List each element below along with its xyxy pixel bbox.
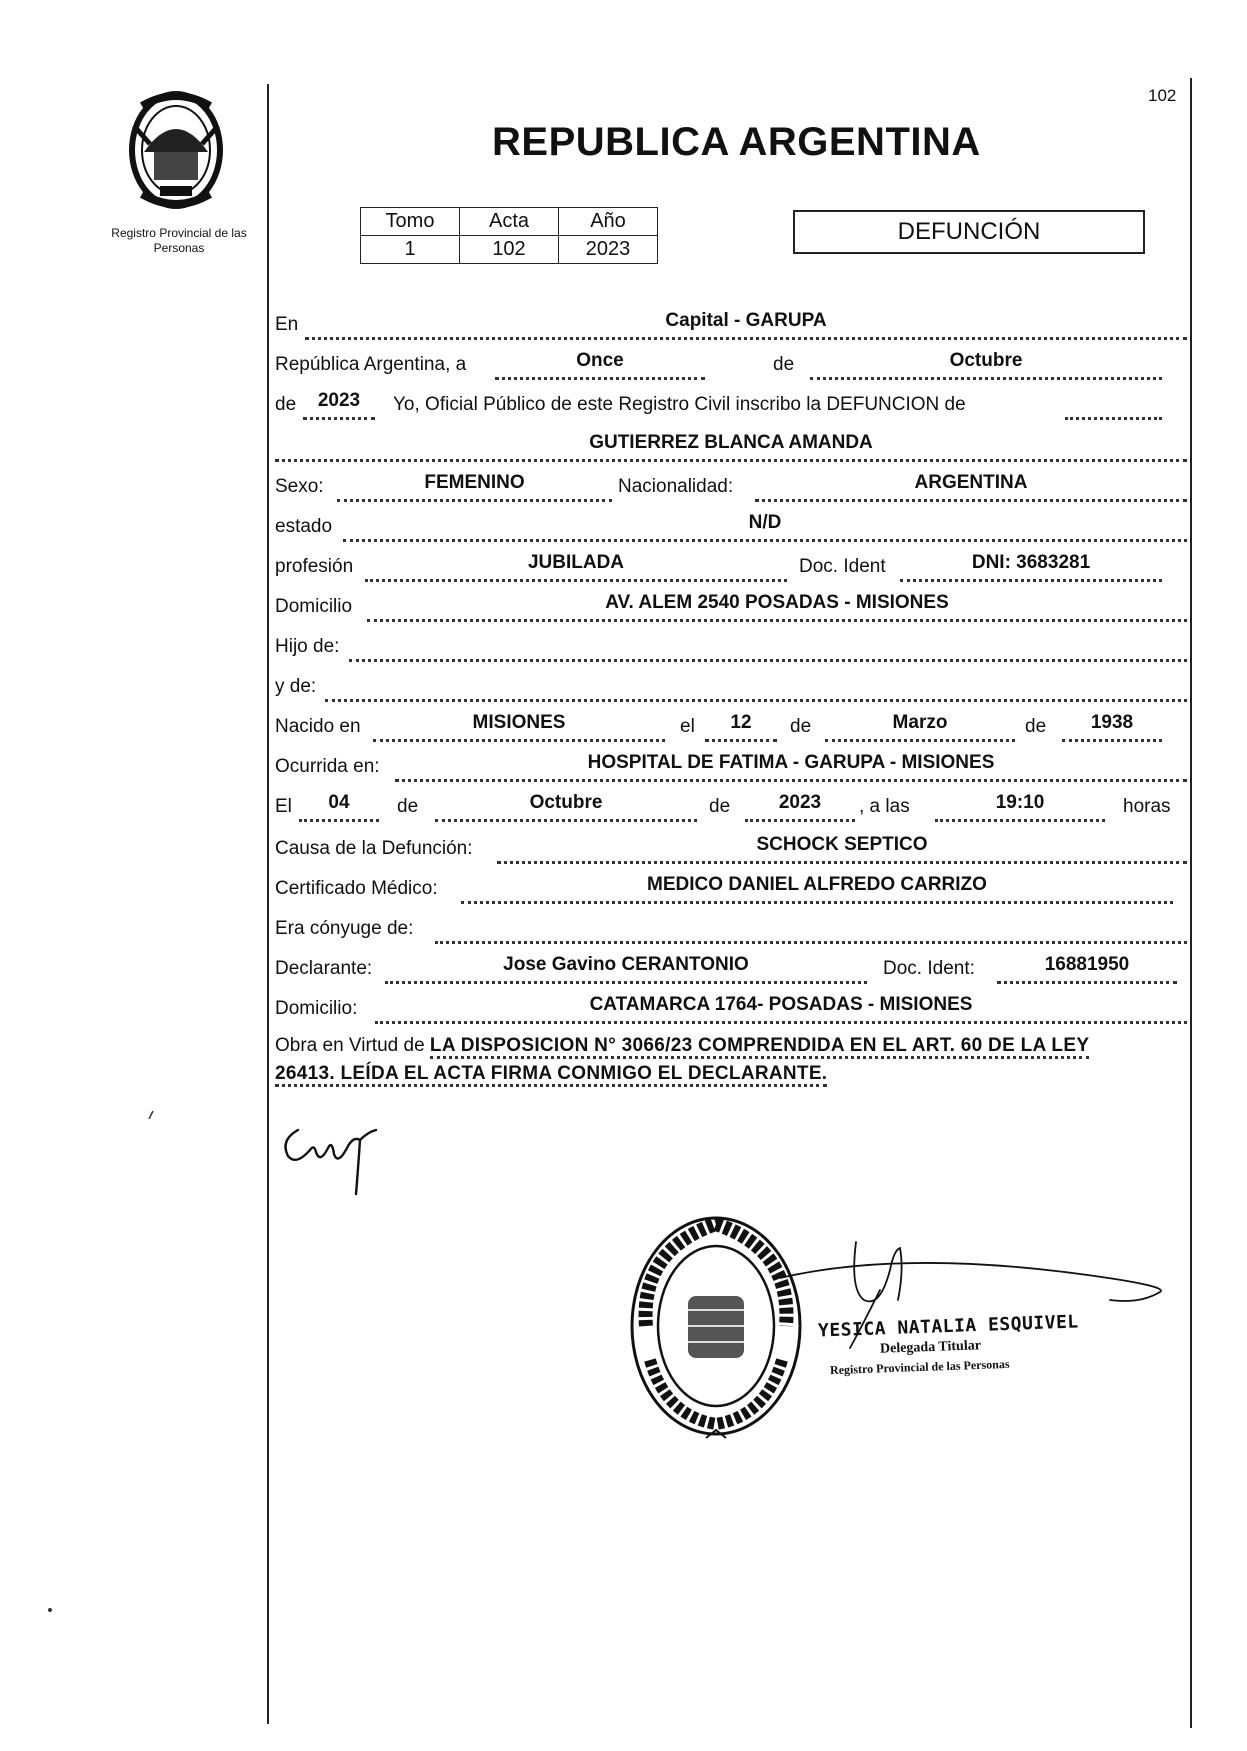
field-ocurrida-en: HOSPITAL DE FATIMA - GARUPA - MISIONES xyxy=(395,753,1187,782)
right-margin-line xyxy=(1190,78,1192,1728)
label-y-de: y de: xyxy=(275,676,317,697)
header-tomo: Tomo xyxy=(361,208,460,236)
field-nac-dia: 12 xyxy=(705,713,777,742)
field-causa: SCHOCK SEPTICO xyxy=(497,835,1187,864)
label-de-anio: de xyxy=(275,394,297,415)
label-de-anio-nac: de xyxy=(1025,716,1047,737)
page-number: 102 xyxy=(1148,86,1177,105)
row-fecha-inscripcion xyxy=(275,350,1187,380)
stray-dot xyxy=(48,1608,52,1612)
obra-text-line1: LA DISPOSICION N° 3066/23 COMPRENDIDA EN EL ART. 60 DE LA LEY xyxy=(430,1035,1089,1059)
row-fecha-defuncion xyxy=(275,792,1187,822)
label-yo: Yo, Oficial Público de este Registro Civil inscribo la DEFUNCION de xyxy=(393,394,966,415)
row-oficial xyxy=(275,390,1187,420)
field-declarante: Jose Gavino CERANTONIO xyxy=(385,955,867,984)
province-seal-logo xyxy=(120,86,232,214)
label-de: de xyxy=(773,354,795,375)
field-declarante-domicilio: CATAMARCA 1764- POSADAS - MISIONES xyxy=(375,995,1187,1024)
left-margin-line xyxy=(267,84,269,1724)
label-conyuge: Era cónyuge de: xyxy=(275,918,414,939)
row-hijo-de xyxy=(275,632,1187,662)
value-acta: 102 xyxy=(460,236,559,264)
row-nombre xyxy=(275,432,1187,462)
official-title: Delegada Titular xyxy=(879,1338,982,1357)
record-header-row xyxy=(361,208,658,236)
field-lugar: Capital - GARUPA xyxy=(305,311,1187,340)
field-estado: N/D xyxy=(343,513,1187,542)
label-profesion: profesión xyxy=(275,556,354,577)
label-nacionalidad: Nacionalidad: xyxy=(618,476,734,497)
label-de-anio-def: de xyxy=(709,796,731,817)
row-declarante-domicilio xyxy=(275,994,1187,1024)
field-nacionalidad: ARGENTINA xyxy=(755,473,1187,502)
page-title: REPUBLICA ARGENTINA xyxy=(492,120,981,164)
field-def-dia: 04 xyxy=(299,793,379,822)
header-acta: Acta xyxy=(460,208,559,236)
field-mes-inscripcion: Octubre xyxy=(810,351,1162,380)
label-doc-ident-declarante: Doc. Ident: xyxy=(883,958,975,979)
official-name: YESICA NATALIA ESQUIVEL xyxy=(817,1311,1080,1342)
field-nac-anio: 1938 xyxy=(1062,713,1162,742)
label-en: En xyxy=(275,314,299,335)
label-a-las: , a las xyxy=(859,796,910,817)
field-domicilio: AV. ALEM 2540 POSADAS - MISIONES xyxy=(367,593,1187,622)
label-certificado: Certificado Médico: xyxy=(275,878,438,899)
field-def-hora: 19:10 xyxy=(935,793,1105,822)
label-domicilio: Domicilio xyxy=(275,596,353,617)
field-doc-ident: DNI: 3683281 xyxy=(900,553,1162,582)
label-obra: Obra en Virtud de xyxy=(275,1035,425,1056)
row-causa xyxy=(275,834,1187,864)
label-de-mes-nac: de xyxy=(790,716,812,737)
row-lugar xyxy=(275,310,1187,340)
act-type-box: DEFUNCIÓN xyxy=(793,210,1145,254)
stray-mark xyxy=(148,1106,154,1114)
label-hijo-de: Hijo de: xyxy=(275,636,340,657)
field-sexo: FEMENINO xyxy=(337,473,612,502)
row-nacimiento xyxy=(275,712,1187,742)
header-anio: Año xyxy=(559,208,658,236)
field-declarante-doc: 16881950 xyxy=(997,955,1177,984)
official-office: Registro Provincial de las Personas xyxy=(829,1356,1010,1378)
field-def-mes: Octubre xyxy=(435,793,697,822)
value-tomo: 1 xyxy=(361,236,460,264)
field-hijo-de xyxy=(349,633,1187,662)
row-domicilio xyxy=(275,592,1187,622)
label-ocurrida-en: Ocurrida en: xyxy=(275,756,380,777)
label-el: el xyxy=(680,716,695,737)
label-de-mes-def: de xyxy=(397,796,419,817)
field-dia-inscripcion: Once xyxy=(495,351,705,380)
label-sexo: Sexo: xyxy=(275,476,324,497)
field-nac-mes: Marzo xyxy=(825,713,1015,742)
label-horas: horas xyxy=(1123,796,1171,817)
row-y-de xyxy=(275,672,1187,702)
row-profesion xyxy=(275,552,1187,582)
row-declarante xyxy=(275,954,1187,984)
label-domicilio-declarante: Domicilio: xyxy=(275,998,358,1019)
row-ocurrida xyxy=(275,752,1187,782)
field-nombre: GUTIERREZ BLANCA AMANDA xyxy=(275,433,1187,462)
field-def-anio: 2023 xyxy=(745,793,855,822)
logo-caption: Registro Provincial de las Personas xyxy=(111,226,247,255)
row-estado xyxy=(275,512,1187,542)
obra-en-virtud xyxy=(275,1032,1195,1088)
field-certificado: MEDICO DANIEL ALFREDO CARRIZO xyxy=(461,875,1173,904)
obra-text-line2: 26413. LEÍDA EL ACTA FIRMA CONMIGO EL DECLARANTE. xyxy=(275,1063,827,1087)
seal-emblem-icon xyxy=(120,86,232,214)
stamp-seal-icon xyxy=(626,1210,806,1450)
row-sexo xyxy=(275,472,1187,502)
value-anio: 2023 xyxy=(559,236,658,264)
row-certificado xyxy=(275,874,1187,904)
field-nacido-en: MISIONES xyxy=(373,713,665,742)
record-table xyxy=(360,207,658,264)
record-value-row xyxy=(361,236,658,264)
row-conyuge xyxy=(275,914,1187,944)
label-nacido-en: Nacido en xyxy=(275,716,361,737)
label-estado: estado xyxy=(275,516,333,537)
label-causa: Causa de la Defunción: xyxy=(275,838,473,859)
field-conyuge xyxy=(435,915,1187,944)
label-el-cap: El xyxy=(275,796,292,817)
field-y-de xyxy=(325,673,1187,702)
field-profesion: JUBILADA xyxy=(365,553,787,582)
handwritten-signature xyxy=(276,1110,396,1200)
official-stamp xyxy=(626,1210,806,1450)
label-doc-ident: Doc. Ident xyxy=(799,556,886,577)
label-republica: República Argentina, a xyxy=(275,354,467,375)
label-declarante: Declarante: xyxy=(275,958,373,979)
field-blank-yo xyxy=(1065,391,1162,420)
field-anio-inscripcion: 2023 xyxy=(303,391,375,420)
